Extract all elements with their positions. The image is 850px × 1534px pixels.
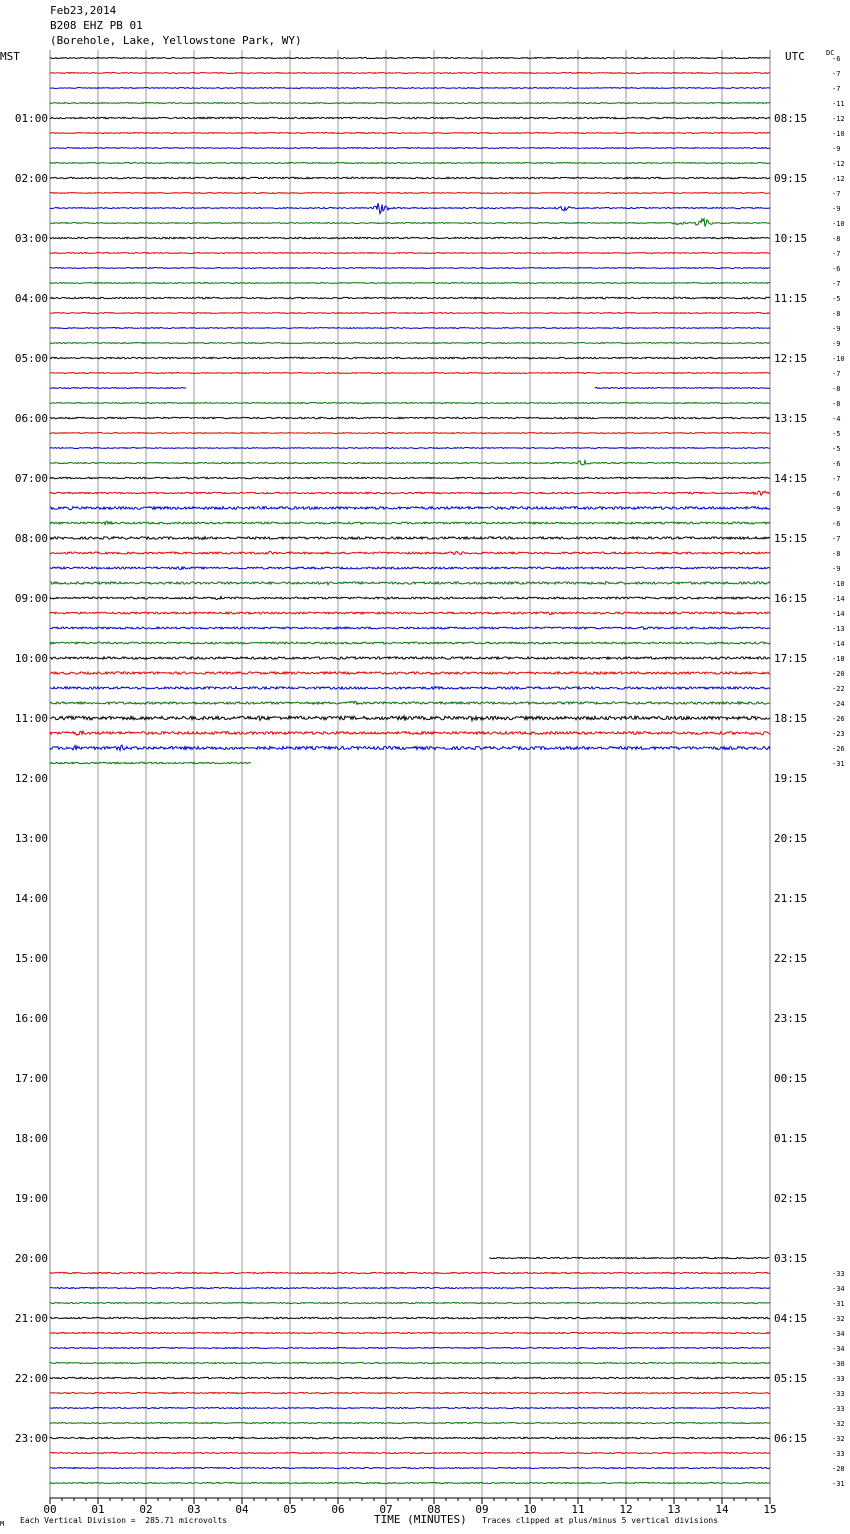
seismic-trace bbox=[50, 1452, 770, 1453]
left-hour-label: 08:00 bbox=[14, 532, 48, 545]
left-hour-label: 18:00 bbox=[14, 1132, 48, 1145]
seismic-trace bbox=[50, 388, 186, 389]
seismic-trace bbox=[50, 461, 770, 465]
seismic-trace bbox=[50, 745, 770, 750]
right-hour-label: 13:15 bbox=[774, 412, 808, 425]
seismic-trace bbox=[50, 1482, 770, 1483]
station-location: (Borehole, Lake, Yellowstone Park, WY) bbox=[50, 34, 302, 47]
seismic-trace bbox=[50, 627, 770, 630]
left-hour-label: 14:00 bbox=[14, 892, 48, 905]
seismic-trace bbox=[50, 642, 770, 644]
dc-offset-label: -32 bbox=[832, 1435, 845, 1443]
seismic-trace bbox=[50, 716, 770, 721]
x-axis-label: TIME (MINUTES) bbox=[374, 1513, 467, 1526]
seismic-trace bbox=[50, 133, 770, 134]
seismic-trace bbox=[50, 417, 770, 419]
seismic-trace bbox=[50, 1377, 770, 1379]
seismic-trace bbox=[595, 388, 770, 389]
seismic-trace bbox=[50, 57, 770, 58]
right-hour-label: 12:15 bbox=[774, 352, 808, 365]
left-hour-label: 17:00 bbox=[14, 1072, 48, 1085]
dc-offset-label: -23 bbox=[832, 730, 845, 738]
plot-date: Feb23,2014 bbox=[50, 4, 117, 17]
seismic-trace bbox=[50, 237, 770, 239]
dc-offset-label: -11 bbox=[832, 100, 845, 108]
right-hour-label: 21:15 bbox=[774, 892, 808, 905]
seismic-trace bbox=[50, 1392, 770, 1393]
left-hour-label: 09:00 bbox=[14, 592, 48, 605]
seismic-trace bbox=[50, 612, 770, 615]
dc-offset-label: -6 bbox=[832, 490, 841, 498]
dc-offset-label: -20 bbox=[832, 670, 845, 678]
dc-offset-label: -4 bbox=[832, 415, 841, 423]
left-hour-label: 02:00 bbox=[14, 172, 48, 185]
seismic-trace bbox=[50, 521, 770, 524]
dc-offset-label: -10 bbox=[832, 220, 845, 228]
dc-offset-label: -6 bbox=[832, 265, 841, 273]
seismic-trace bbox=[50, 1347, 770, 1348]
right-hour-label: 11:15 bbox=[774, 292, 808, 305]
right-hour-label: 08:15 bbox=[774, 112, 808, 125]
x-tick-label: 00 bbox=[43, 1503, 57, 1516]
dc-offset-label: -14 bbox=[832, 610, 845, 618]
dc-offset-label: -30 bbox=[832, 1360, 845, 1368]
seismic-trace bbox=[50, 193, 770, 194]
seismic-trace bbox=[50, 163, 770, 164]
seismic-trace bbox=[50, 1272, 770, 1273]
seismic-trace bbox=[50, 1287, 770, 1288]
seismic-trace bbox=[50, 597, 770, 600]
dc-offset-label: -34 bbox=[832, 1285, 845, 1293]
left-hour-label: 21:00 bbox=[14, 1312, 48, 1325]
x-tick-label: 05 bbox=[283, 1503, 297, 1516]
seismic-trace bbox=[50, 313, 770, 314]
seismic-trace bbox=[50, 581, 770, 584]
seismic-trace bbox=[50, 103, 770, 104]
seismic-trace bbox=[50, 203, 770, 214]
left-hour-label: 15:00 bbox=[14, 952, 48, 965]
dc-offset-label: -6 bbox=[832, 55, 841, 63]
seismic-trace bbox=[50, 88, 770, 89]
seismic-trace bbox=[50, 1302, 770, 1303]
dc-offset-label: -14 bbox=[832, 640, 845, 648]
dc-offset-label: -7 bbox=[832, 190, 841, 198]
x-tick-label: 06 bbox=[331, 1503, 345, 1516]
dc-offset-label: -32 bbox=[832, 1420, 845, 1428]
dc-offset-label: -12 bbox=[832, 175, 845, 183]
seismic-trace bbox=[50, 117, 770, 119]
right-hour-label: 06:15 bbox=[774, 1432, 808, 1445]
left-hour-label: 01:00 bbox=[14, 112, 48, 125]
dc-offset-label: -8 bbox=[832, 385, 841, 393]
dc-offset-label: -33 bbox=[832, 1375, 845, 1383]
dc-offset-label: -7 bbox=[832, 280, 841, 288]
seismic-trace bbox=[50, 73, 770, 74]
dc-offset-label: -31 bbox=[832, 760, 845, 768]
x-tick-label: 15 bbox=[763, 1503, 777, 1516]
dc-offset-label: -33 bbox=[832, 1450, 845, 1458]
seismic-trace bbox=[50, 219, 770, 227]
x-tick-label: 07 bbox=[379, 1503, 393, 1516]
dc-offset-label: -33 bbox=[832, 1390, 845, 1398]
clip-note: Traces clipped at plus/minus 5 vertical divisions bbox=[482, 1516, 719, 1525]
dc-offset-label: -7 bbox=[832, 370, 841, 378]
left-hour-label: 03:00 bbox=[14, 232, 48, 245]
dc-offset-label: -18 bbox=[832, 655, 845, 663]
dc-offset-label: -9 bbox=[832, 205, 841, 213]
seismic-trace bbox=[489, 1257, 769, 1258]
seismic-trace bbox=[50, 148, 770, 149]
right-hour-label: 02:15 bbox=[774, 1192, 808, 1205]
x-tick-label: 02 bbox=[139, 1503, 153, 1516]
dc-offset-label: -7 bbox=[832, 535, 841, 543]
dc-offset-label: -5 bbox=[832, 430, 841, 438]
right-hour-label: 10:15 bbox=[774, 232, 808, 245]
dc-offset-header: DC bbox=[826, 49, 835, 57]
dc-offset-label: -8 bbox=[832, 235, 841, 243]
dc-offset-label: -14 bbox=[832, 595, 845, 603]
left-hour-label: 20:00 bbox=[14, 1252, 48, 1265]
seismic-trace bbox=[50, 373, 770, 374]
dc-offset-label: -12 bbox=[832, 115, 845, 123]
dc-offset-label: -8 bbox=[832, 400, 841, 408]
right-hour-label: 01:15 bbox=[774, 1132, 808, 1145]
seismic-trace bbox=[50, 297, 770, 299]
dc-offset-label: -34 bbox=[832, 1330, 845, 1338]
corner-mark: M bbox=[0, 1520, 5, 1528]
left-hour-label: 22:00 bbox=[14, 1372, 48, 1385]
seismic-trace bbox=[50, 1437, 770, 1439]
dc-offset-label: -7 bbox=[832, 475, 841, 483]
right-hour-label: 00:15 bbox=[774, 1072, 808, 1085]
dc-offset-label: -9 bbox=[832, 325, 841, 333]
dc-offset-label: -24 bbox=[832, 700, 845, 708]
seismic-trace bbox=[50, 1362, 770, 1363]
right-hour-label: 19:15 bbox=[774, 772, 808, 785]
left-hour-label: 04:00 bbox=[14, 292, 48, 305]
left-hour-label: 23:00 bbox=[14, 1432, 48, 1445]
x-tick-label: 14 bbox=[715, 1503, 729, 1516]
seismic-trace bbox=[50, 551, 770, 554]
seismic-trace bbox=[50, 253, 770, 254]
x-tick-label: 03 bbox=[187, 1503, 201, 1516]
dc-offset-label: -5 bbox=[832, 445, 841, 453]
left-hour-label: 19:00 bbox=[14, 1192, 48, 1205]
x-tick-label: 13 bbox=[667, 1503, 681, 1516]
seismic-trace bbox=[50, 268, 770, 269]
seismic-trace bbox=[50, 701, 770, 704]
seismic-trace bbox=[50, 328, 770, 329]
seismic-trace bbox=[50, 343, 770, 344]
dc-offset-label: -33 bbox=[832, 1405, 845, 1413]
dc-offset-label: -7 bbox=[832, 250, 841, 258]
dc-offset-label: -31 bbox=[832, 1480, 845, 1488]
dc-offset-label: -10 bbox=[832, 580, 845, 588]
seismic-trace bbox=[50, 567, 770, 570]
seismic-trace bbox=[50, 283, 770, 284]
seismic-trace bbox=[50, 762, 251, 764]
seismic-trace bbox=[50, 672, 770, 674]
seismic-trace bbox=[50, 491, 770, 495]
left-hour-label: 10:00 bbox=[14, 652, 48, 665]
left-timezone-label: MST bbox=[0, 50, 20, 63]
x-tick-label: 12 bbox=[619, 1503, 633, 1516]
dc-offset-label: -28 bbox=[832, 1465, 845, 1473]
dc-offset-label: -9 bbox=[832, 505, 841, 513]
dc-offset-label: -26 bbox=[832, 715, 845, 723]
seismic-trace bbox=[50, 1407, 770, 1408]
dc-offset-label: -10 bbox=[832, 130, 845, 138]
dc-offset-label: -5 bbox=[832, 295, 841, 303]
dc-offset-label: -13 bbox=[832, 625, 845, 633]
right-hour-label: 15:15 bbox=[774, 532, 808, 545]
right-hour-label: 14:15 bbox=[774, 472, 808, 485]
right-hour-label: 23:15 bbox=[774, 1012, 808, 1025]
x-tick-label: 04 bbox=[235, 1503, 249, 1516]
left-hour-label: 07:00 bbox=[14, 472, 48, 485]
seismic-trace bbox=[50, 433, 770, 434]
dc-offset-label: -34 bbox=[832, 1345, 845, 1353]
seismic-trace bbox=[50, 1467, 770, 1468]
dc-offset-label: -7 bbox=[832, 70, 841, 78]
dc-offset-label: -33 bbox=[832, 1270, 845, 1278]
right-hour-label: 20:15 bbox=[774, 832, 808, 845]
dc-offset-label: -7 bbox=[832, 85, 841, 93]
right-hour-label: 05:15 bbox=[774, 1372, 808, 1385]
seismic-trace bbox=[50, 687, 770, 690]
dc-offset-label: -26 bbox=[832, 745, 845, 753]
x-tick-label: 09 bbox=[475, 1503, 489, 1516]
dc-offset-label: -12 bbox=[832, 160, 845, 168]
right-hour-label: 09:15 bbox=[774, 172, 808, 185]
station-code: B208 EHZ PB 01 bbox=[50, 19, 143, 32]
right-hour-label: 04:15 bbox=[774, 1312, 808, 1325]
left-hour-label: 16:00 bbox=[14, 1012, 48, 1025]
dc-offset-label: -32 bbox=[832, 1315, 845, 1323]
seismic-trace bbox=[50, 507, 770, 510]
right-hour-label: 18:15 bbox=[774, 712, 808, 725]
seismic-trace bbox=[50, 1422, 770, 1423]
vertical-scale-note: Each Vertical Division = 285.71 microvolts bbox=[20, 1516, 228, 1525]
seismic-trace bbox=[50, 477, 770, 479]
left-hour-label: 13:00 bbox=[14, 832, 48, 845]
left-hour-label: 12:00 bbox=[14, 772, 48, 785]
dc-offset-label: -9 bbox=[832, 565, 841, 573]
right-hour-label: 16:15 bbox=[774, 592, 808, 605]
left-hour-label: 11:00 bbox=[14, 712, 48, 725]
right-timezone-label: UTC bbox=[785, 50, 805, 63]
right-hour-label: 22:15 bbox=[774, 952, 808, 965]
x-tick-label: 10 bbox=[523, 1503, 537, 1516]
right-hour-label: 17:15 bbox=[774, 652, 808, 665]
left-hour-label: 06:00 bbox=[14, 412, 48, 425]
right-hour-label: 03:15 bbox=[774, 1252, 808, 1265]
dc-offset-label: -9 bbox=[832, 340, 841, 348]
left-hour-label: 05:00 bbox=[14, 352, 48, 365]
seismic-trace bbox=[50, 403, 770, 404]
x-tick-label: 01 bbox=[91, 1503, 105, 1516]
dc-offset-label: -22 bbox=[832, 685, 845, 693]
dc-offset-label: -6 bbox=[832, 460, 841, 468]
seismic-trace bbox=[50, 357, 770, 359]
dc-offset-label: -8 bbox=[832, 310, 841, 318]
dc-offset-label: -9 bbox=[832, 145, 841, 153]
seismic-trace bbox=[50, 537, 770, 540]
dc-offset-label: -6 bbox=[832, 520, 841, 528]
dc-offset-label: -8 bbox=[832, 550, 841, 558]
x-tick-label: 08 bbox=[427, 1503, 441, 1516]
seismic-trace bbox=[50, 657, 770, 659]
dc-offset-label: -31 bbox=[832, 1300, 845, 1308]
dc-offset-label: -10 bbox=[832, 355, 845, 363]
x-tick-label: 11 bbox=[571, 1503, 585, 1516]
seismic-trace bbox=[50, 1332, 770, 1333]
seismic-trace bbox=[50, 177, 770, 179]
seismic-trace bbox=[50, 731, 770, 735]
seismic-trace bbox=[50, 448, 770, 449]
seismic-trace bbox=[50, 1317, 770, 1319]
